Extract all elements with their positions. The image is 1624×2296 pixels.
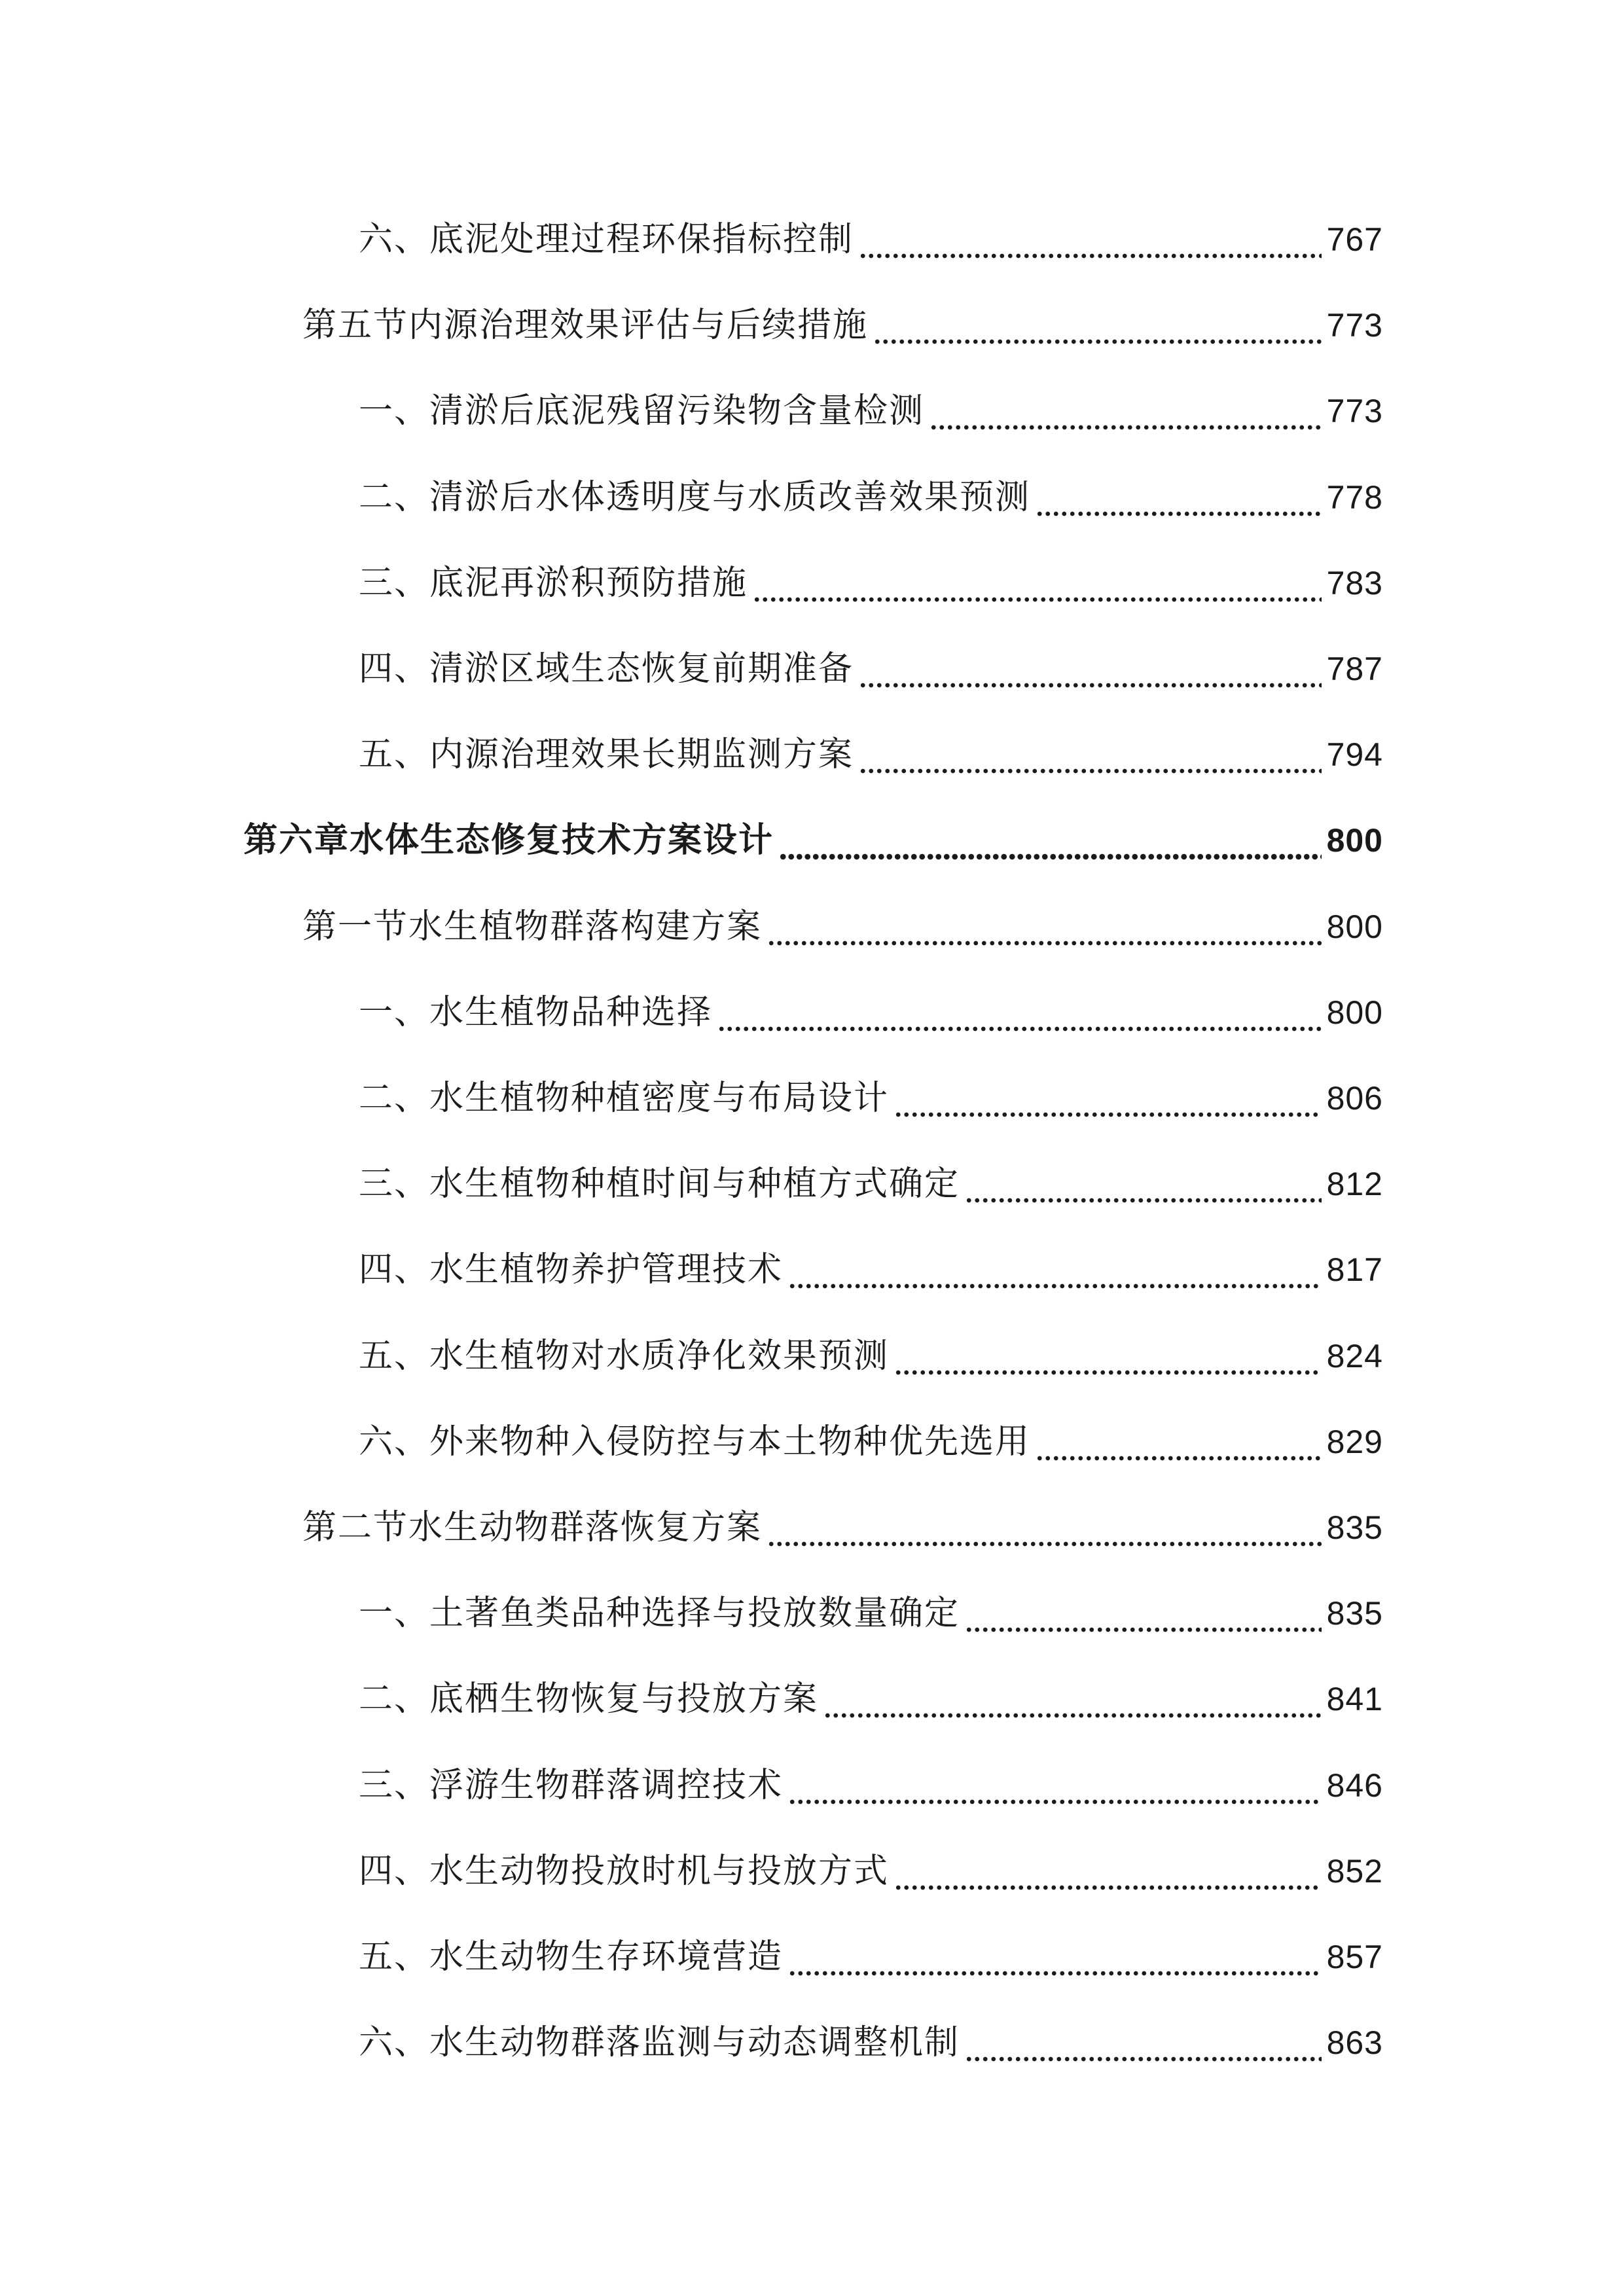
toc-dot-leader [873, 293, 1322, 358]
toc-entry[interactable] [359, 1409, 1383, 1475]
toc-entry[interactable] [359, 2010, 1383, 2075]
toc-dot-leader [767, 894, 1322, 960]
toc-entry-title: 第一节水生植物群落构建方案 [302, 906, 763, 946]
toc-entry-title: 一、水生植物品种选择 [359, 992, 713, 1032]
toc-dot-leader [894, 1323, 1322, 1389]
toc-entry-title: 二、底栖生物恢复与投放方案 [359, 1679, 819, 1719]
toc-entry-title: 一、土著鱼类品种选择与投放数量确定 [359, 1594, 960, 1634]
toc-entry-title: 三、底泥再淤积预防措施 [359, 563, 748, 603]
toc-dot-leader [859, 636, 1322, 702]
toc-page-number: 767 [1326, 221, 1383, 258]
toc-entry[interactable] [302, 293, 1383, 358]
toc-page-number: 846 [1326, 1767, 1383, 1804]
toc-entry-title: 第六章水体生态修复技术方案设计 [244, 821, 774, 861]
toc-page-number: 800 [1326, 822, 1383, 859]
toc-dot-leader [894, 1066, 1322, 1131]
toc-dot-leader [717, 980, 1322, 1045]
toc-page-number: 857 [1326, 1939, 1383, 1975]
toc-dot-leader [823, 1666, 1322, 1732]
toc-entry[interactable] [359, 1066, 1383, 1131]
toc-dot-leader [965, 2010, 1322, 2075]
toc-entry-title: 四、水生动物投放时机与投放方式 [359, 1851, 890, 1891]
toc-entry-title: 第五节内源治理效果评估与后续措施 [302, 306, 869, 346]
toc-entry-title: 三、浮游生物群落调控技术 [359, 1765, 784, 1805]
toc-entry-title: 五、水生动物生存环境营造 [359, 1937, 784, 1977]
toc-page-number: 817 [1326, 1251, 1383, 1289]
toc-page-number: 800 [1326, 994, 1383, 1031]
toc-entry[interactable] [359, 1839, 1383, 1904]
toc-entry[interactable] [359, 1151, 1383, 1217]
toc-entry-title: 四、水生植物养护管理技术 [359, 1250, 784, 1290]
toc-dot-leader [788, 1237, 1322, 1302]
toc-page-number: 824 [1326, 1337, 1383, 1374]
toc-entry-title: 五、内源治理效果长期监测方案 [359, 735, 854, 775]
toc-entry[interactable] [359, 1753, 1383, 1818]
toc-page-number: 800 [1326, 908, 1383, 945]
toc-dot-leader [859, 722, 1322, 787]
toc-dot-leader [1036, 1409, 1322, 1475]
toc-dot-leader [965, 1151, 1322, 1217]
toc-page-number: 829 [1326, 1423, 1383, 1460]
toc-page-number: 773 [1326, 393, 1383, 430]
toc-dot-leader [788, 1753, 1322, 1818]
toc-entry[interactable] [359, 550, 1383, 616]
toc-page-number: 773 [1326, 307, 1383, 344]
toc-dot-leader [1036, 465, 1322, 530]
toc-entry-title: 一、清淤后底泥残留污染物含量检测 [359, 391, 925, 431]
toc-entry-title: 第二节水生动物群落恢复方案 [302, 1508, 763, 1547]
toc-page-number: 783 [1326, 564, 1383, 601]
toc-entry[interactable] [359, 1924, 1383, 1990]
toc-page-number: 841 [1326, 1681, 1383, 1718]
toc-page-number: 863 [1326, 2024, 1383, 2062]
toc-entry-title: 三、水生植物种植时间与种植方式确定 [359, 1164, 960, 1204]
toc-dot-leader [965, 1581, 1322, 1646]
toc-page-number: 835 [1326, 1595, 1383, 1632]
toc-page-number: 812 [1326, 1166, 1383, 1203]
toc-entry[interactable] [302, 894, 1383, 960]
toc-entry-title: 五、水生植物对水质净化效果预测 [359, 1336, 890, 1376]
toc-entry-title: 六、底泥处理过程环保指标控制 [359, 220, 854, 259]
toc-entry[interactable] [244, 808, 1383, 873]
toc-dot-leader [859, 207, 1322, 272]
toc-entry-title: 二、水生植物种植密度与布局设计 [359, 1079, 890, 1118]
toc-entry[interactable] [359, 207, 1383, 272]
toc-page-number: 787 [1326, 651, 1383, 687]
toc-dot-leader [788, 1924, 1322, 1990]
toc-entry-title: 六、外来物种入侵防控与本土物种优先选用 [359, 1422, 1031, 1462]
toc-page-number: 835 [1326, 1509, 1383, 1546]
toc-dot-leader [894, 1839, 1322, 1904]
toc-entry[interactable] [359, 636, 1383, 702]
toc-dot-leader [753, 550, 1322, 616]
toc-entry-title: 六、水生动物群落监测与动态调整机制 [359, 2023, 960, 2063]
toc-page-number: 852 [1326, 1852, 1383, 1890]
toc-entry[interactable] [359, 1666, 1383, 1732]
toc-dot-leader [779, 808, 1322, 873]
toc-entry[interactable] [359, 1237, 1383, 1302]
toc-page-number: 806 [1326, 1080, 1383, 1117]
toc-page-number: 778 [1326, 478, 1383, 516]
toc-entry-title: 四、清淤区域生态恢复前期准备 [359, 649, 854, 689]
toc-entry[interactable] [302, 1495, 1383, 1560]
toc-dot-leader [767, 1495, 1322, 1560]
toc-entry[interactable] [359, 465, 1383, 530]
toc-entry[interactable] [359, 378, 1383, 444]
toc-entry[interactable] [359, 722, 1383, 787]
toc-entry[interactable] [359, 980, 1383, 1045]
toc-page-number: 794 [1326, 736, 1383, 774]
toc-entry[interactable] [359, 1581, 1383, 1646]
toc-entry[interactable] [359, 1323, 1383, 1389]
toc-dot-leader [929, 378, 1322, 444]
toc-entry-title: 二、清淤后水体透明度与水质改善效果预测 [359, 477, 1031, 517]
